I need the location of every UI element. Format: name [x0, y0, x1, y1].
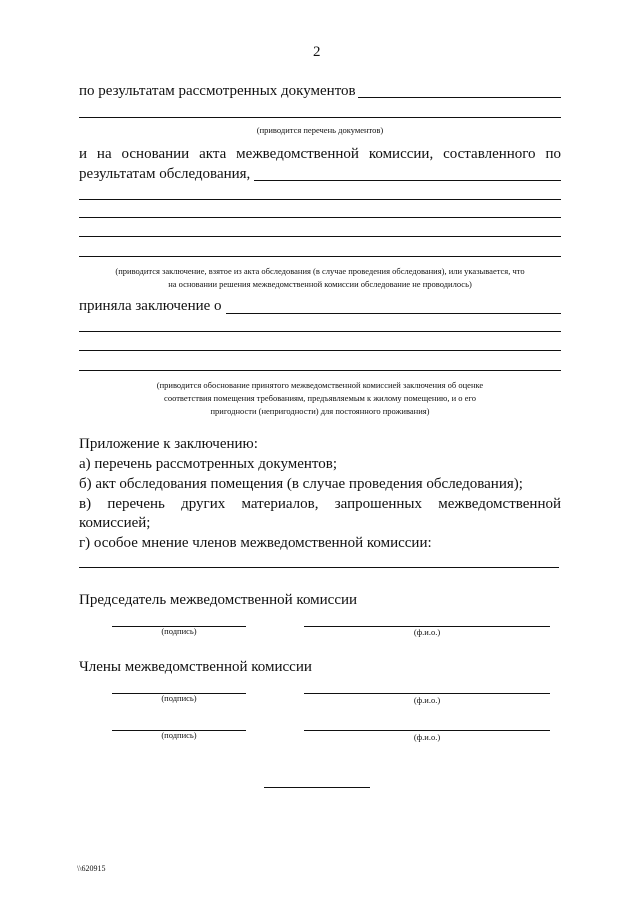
act-line-2[interactable]	[79, 199, 561, 200]
act-line-1[interactable]	[254, 180, 561, 181]
member2-signature-label: (подпись)	[161, 730, 197, 740]
chairman-title: Председатель межведомственной комиссии	[79, 592, 358, 608]
act-line-3[interactable]	[79, 217, 561, 218]
conclusion-note-line3: пригодности (непригодности) для постоянного проживания)	[210, 406, 430, 416]
act-note-line2: на основании решения межведомственной комиссии обследование не проводилось)	[168, 279, 472, 289]
chairman-name-label: (ф.и.о.)	[413, 627, 441, 637]
act-line-4[interactable]	[79, 236, 561, 237]
appendix-item-c-line1: в) перечень других материалов, запрошенных межведомственной	[79, 496, 561, 512]
conclusion-line-2[interactable]	[79, 331, 561, 332]
member2-name-label: (ф.и.о.)	[413, 732, 441, 742]
member2-name-line[interactable]	[304, 730, 550, 731]
act-note-line1: (приводится заключение, взятое из акта обследования (в случае проведения обследования), или указывается, что	[115, 266, 525, 276]
page-number: 2	[313, 44, 321, 60]
act-text-line2: результатам обследования,	[79, 166, 251, 182]
special-opinion-line[interactable]	[79, 567, 559, 568]
conclusion-line-4[interactable]	[79, 370, 561, 371]
conclusion-note-line2: соответствия помещения требованиям, предъявляемым к жилому помещению, и о его	[164, 393, 476, 403]
act-line-5[interactable]	[79, 256, 561, 257]
conclusion-label: приняла заключение о	[79, 298, 222, 314]
appendix-item-a: а) перечень рассмотренных документов;	[79, 456, 338, 472]
documents-label: по результатам рассмотренных документов	[79, 83, 356, 99]
chairman-signature-label: (подпись)	[161, 626, 197, 636]
member1-signature-label: (подпись)	[161, 693, 197, 703]
closing-rule	[264, 787, 370, 788]
appendix-item-b: б) акт обследования помещения (в случае проведения обследования);	[79, 476, 523, 492]
documents-line-1[interactable]	[358, 97, 561, 98]
conclusion-line-1[interactable]	[226, 313, 561, 314]
members-title: Члены межведомственной комиссии	[79, 659, 312, 675]
member1-name-label: (ф.и.о.)	[413, 695, 441, 705]
appendix-title: Приложение к заключению:	[79, 436, 258, 452]
conclusion-note-line1: (приводится обоснование принятого межведомственной комиссией заключения об оценке	[156, 380, 484, 390]
appendix-item-d: г) особое мнение членов межведомственной комиссии:	[79, 535, 432, 551]
act-text-line1: и на основании акта межведомственной комиссии, составленного по	[79, 146, 561, 162]
footer-code: \\620915	[77, 864, 106, 873]
appendix-item-c-line2: комиссией;	[79, 515, 151, 531]
documents-note: (приводится перечень документов)	[256, 125, 384, 135]
conclusion-line-3[interactable]	[79, 350, 561, 351]
member1-name-line[interactable]	[304, 693, 550, 694]
documents-line-2[interactable]	[79, 117, 561, 118]
